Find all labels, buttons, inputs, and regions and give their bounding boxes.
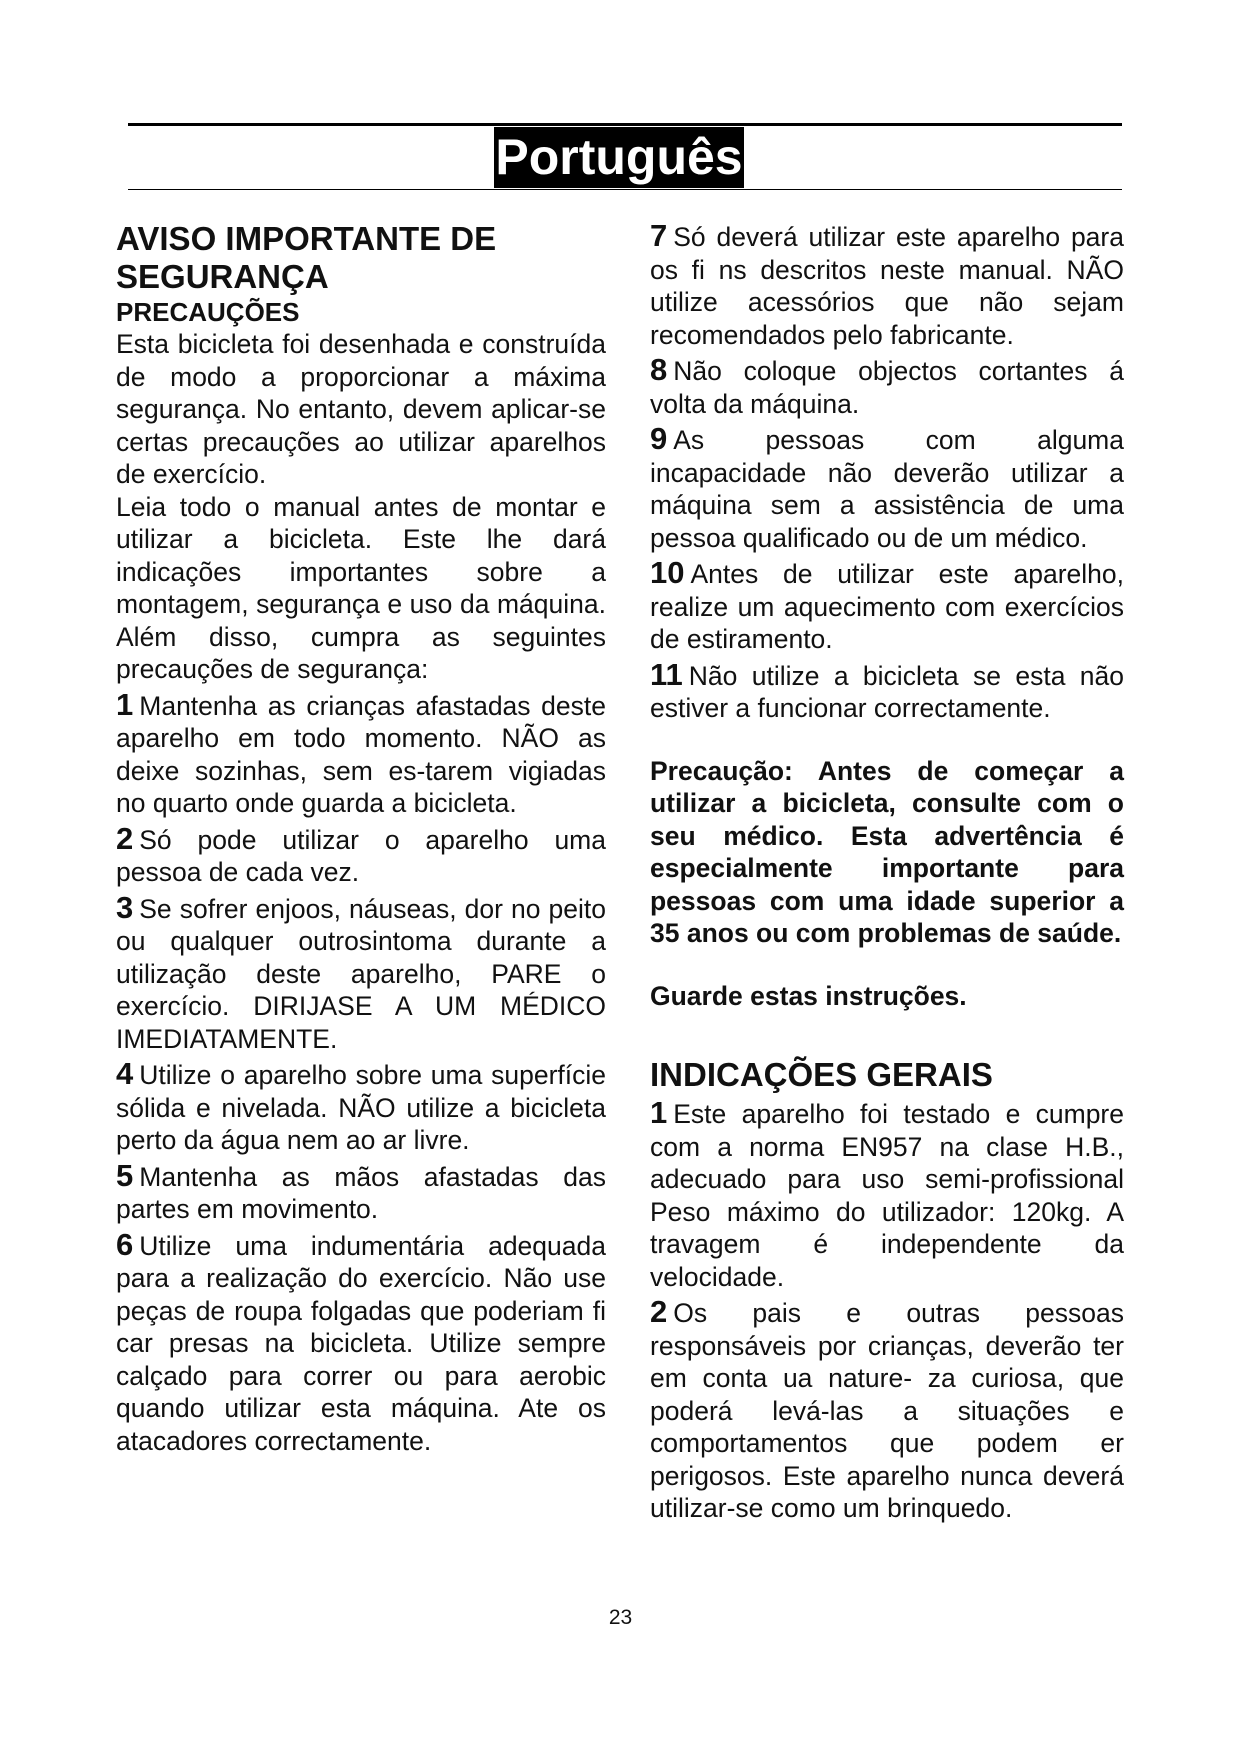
doctor-warning: Precaução: Antes de começar a utilizar a bicicleta, consulte com o seu médico. Esta advertência é especialmente importante para pessoas com uma idade superior a 35 anos ou com problemas de saúde. <box>650 755 1124 948</box>
item-number: 11 <box>650 656 683 692</box>
safety-item-1 <box>116 686 606 820</box>
item-number: 2 <box>116 820 134 856</box>
right-column <box>650 220 1124 1525</box>
intro-paragraph-1: Esta bicicleta foi desenhada e construída de modo a proporcionar a máxima segurança. No entanto, devem aplicar-se certas precauções ao utilizar aparelhos de exercício. <box>116 329 606 489</box>
item-number: 6 <box>116 1226 134 1262</box>
general-item-2 <box>650 1296 1124 1525</box>
item-number: 2 <box>650 1294 668 1329</box>
item-text: Utilize uma indumentária adequada para a realização do exercício. Não use peças de roupa folgadas que poderiam fi car presas na bicicleta. Utilize sempre calçado para correr ou para aerobic quando utilizar esta máquina. Ate os atacadores correctamente. <box>116 1230 606 1456</box>
item-text: Se sofrer enjoos, náuseas, dor no peito ou qualquer outrosintoma durante a utilização deste aparelho, PARE o exercício. DIRIJASE A UM MÉDICO IMEDIATAMENTE. <box>116 893 606 1054</box>
item-text: Mantenha as mãos afastadas das partes em movimento. <box>116 1161 606 1224</box>
safety-item-6 <box>116 1226 606 1458</box>
safety-item-7 <box>650 220 1124 351</box>
item-text: Antes de utilizar este aparelho, realize um aquecimento com exercícios de estiramento. <box>650 559 1124 654</box>
item-number: 3 <box>116 889 134 925</box>
language-tab: Português <box>494 127 744 188</box>
item-number: 4 <box>116 1056 134 1091</box>
item-number: 9 <box>650 421 668 456</box>
safety-title: AVISO IMPORTANTE DE SEGURANÇA <box>116 220 497 295</box>
keep-instructions-note: Guarde estas instruções. <box>650 980 967 1011</box>
item-text: Utilize o aparelho sobre uma superfície sólida e nivelada. NÃO utilize a bicicleta perto da água nem ao ar livre. <box>116 1060 606 1155</box>
header-top-rule <box>128 123 1122 126</box>
item-number: 7 <box>650 218 668 253</box>
safety-item-4 <box>116 1058 606 1157</box>
item-number: 8 <box>650 352 668 387</box>
intro-paragraph-2: Leia todo o manual antes de montar e utilizar a bicicleta. Este lhe dará indicações importantes sobre a montagem, segurança e uso da máquina. Além disso, cumpra as seguintes precauções de segurança: <box>116 491 606 684</box>
safety-item-10 <box>650 557 1124 656</box>
item-text: Não utilize a bicicleta se esta não estiver a funcionar correctamente. <box>650 660 1124 723</box>
safety-item-5 <box>116 1157 606 1226</box>
safety-item-9 <box>650 423 1124 554</box>
item-text: Os pais e outras pessoas responsáveis por crianças, deverão ter em conta ua nature- za curiosa, que poderá levá-las a situações e comportamentos que podem er perigosos. Este aparelho nunca deverá utilizar-se como um brinquedo. <box>650 1298 1124 1523</box>
general-indications-title: INDICAÇÕES GERAIS <box>650 1056 993 1093</box>
item-text: Mantenha as crianças afastadas deste aparelho em todo momento. NÃO as deixe sozinhas, sem es-tarem vigiadas no quarto onde guarda a bicicleta. <box>116 690 606 818</box>
safety-item-3 <box>116 889 606 1056</box>
item-text: Não coloque objectos cortantes á volta da máquina. <box>650 356 1124 419</box>
item-text: Só deverá utilizar este aparelho para os fi ns descritos neste manual. NÃO utilize acessórios que não sejam recomendados pelo fabricante. <box>650 222 1124 350</box>
safety-item-2 <box>116 820 606 889</box>
item-text: As pessoas com alguma incapacidade não deverão utilizar a máquina sem a assistência de uma pessoa qualificado ou de um médico. <box>650 425 1124 553</box>
page-number: 23 <box>608 1606 633 1629</box>
safety-item-8 <box>650 354 1124 420</box>
safety-item-11 <box>650 656 1124 725</box>
item-text: Só pode utilizar o aparelho uma pessoa de cada vez. <box>116 824 606 887</box>
item-text: Este aparelho foi testado e cumpre com a norma EN957 na clase H.B., adecuado para uso semi-profissional Peso máximo do utilizador: 120kg. A travagem é independente da velocidade. <box>650 1099 1124 1292</box>
item-number: 5 <box>116 1157 134 1193</box>
precautions-subtitle: PRECAUÇÕES <box>116 297 300 327</box>
item-number: 10 <box>650 555 685 590</box>
item-number: 1 <box>116 686 134 722</box>
header-bottom-rule <box>128 189 1122 190</box>
item-number: 1 <box>650 1095 668 1130</box>
general-item-1 <box>650 1097 1124 1293</box>
left-column <box>116 220 606 1457</box>
